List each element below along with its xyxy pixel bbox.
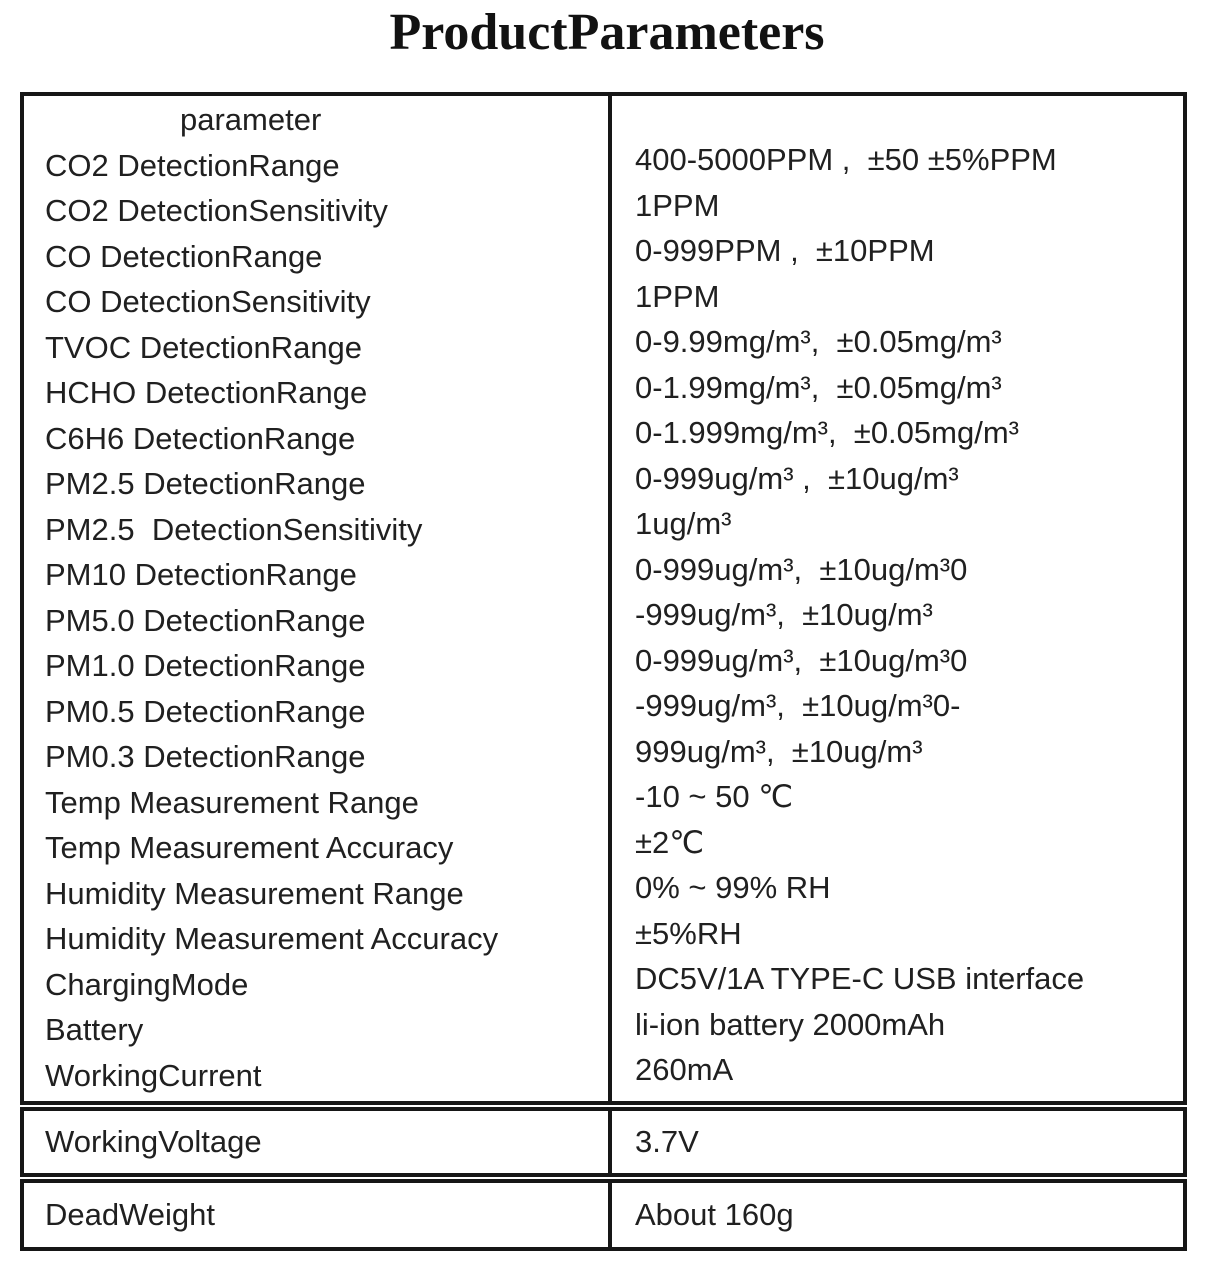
value-column xyxy=(608,96,1183,1101)
param-label: Humidity Measurement Accuracy xyxy=(45,921,499,956)
main-spec-section xyxy=(20,92,1187,1105)
working-voltage-value-cell xyxy=(608,1111,1183,1173)
value-text: ±5%RH xyxy=(635,915,742,951)
value-text: 0-999ug/m³, ±10ug/m³0 xyxy=(635,642,968,678)
param-label: Temp Measurement Range xyxy=(45,784,419,820)
param-label: PM0.5 DetectionRange xyxy=(45,693,366,729)
value-text: 999ug/m³, ±10ug/m³ xyxy=(635,733,923,769)
value-text: -999ug/m³, ±10ug/m³0- xyxy=(635,688,961,723)
working-voltage-param-cell xyxy=(24,1111,608,1173)
dead-weight-value: About 160g xyxy=(635,1197,794,1233)
value-text: 400-5000PPM , ±50 ±5%PPM xyxy=(635,142,1057,177)
value-text: 0% ~ 99% RH xyxy=(635,870,831,905)
value-text: 1PPM xyxy=(635,187,720,223)
value-text: 260mA xyxy=(635,1052,734,1087)
dead-weight-param-cell xyxy=(24,1183,608,1247)
param-label: Battery xyxy=(45,1012,144,1047)
page-title: ProductParameters xyxy=(389,4,825,61)
value-text: 0-999ug/m³, ±10ug/m³0 xyxy=(635,551,968,587)
value-text: 0-1.999mg/m³, ±0.05mg/m³ xyxy=(635,415,1019,450)
param-label: C6H6 DetectionRange xyxy=(45,420,356,456)
param-label: HCHO DetectionRange xyxy=(45,375,368,410)
param-label: PM5.0 DetectionRange xyxy=(45,602,366,638)
value-text: 0-9.99mg/m³, ±0.05mg/m³ xyxy=(635,324,1002,359)
param-lines xyxy=(45,143,608,1099)
dead-weight-row xyxy=(20,1179,1187,1251)
working-voltage-label: WorkingVoltage xyxy=(45,1124,262,1160)
param-label: PM2.5 DetectionRange xyxy=(45,466,366,501)
value-text: 0-1.99mg/m³, ±0.05mg/m³ xyxy=(635,369,1002,405)
spec-table xyxy=(20,92,1187,1253)
param-label: CO2 DetectionSensitivity xyxy=(45,193,388,228)
value-text: 0-999ug/m³ , ±10ug/m³ xyxy=(635,460,959,496)
value-text: DC5V/1A TYPE-C USB interface xyxy=(635,961,1085,996)
value-text: 1ug/m³ xyxy=(635,506,732,541)
value-text: 1PPM xyxy=(635,278,720,314)
param-label: CO DetectionSensitivity xyxy=(45,284,371,319)
dead-weight-value-cell xyxy=(608,1183,1183,1247)
param-label: ChargingMode xyxy=(45,966,249,1002)
value-text: -999ug/m³, ±10ug/m³ xyxy=(635,597,933,632)
value-text: li-ion battery 2000mAh xyxy=(635,1006,946,1042)
param-label: PM0.3 DetectionRange xyxy=(45,739,366,774)
param-label: PM10 DetectionRange xyxy=(45,557,357,592)
param-label: PM2.5 DetectionSensitivity xyxy=(45,511,423,547)
working-voltage-value: 3.7V xyxy=(635,1124,699,1160)
param-column xyxy=(24,96,608,1101)
param-label: TVOC DetectionRange xyxy=(45,329,363,365)
param-label: Humidity Measurement Range xyxy=(45,875,464,911)
param-label: Temp Measurement Accuracy xyxy=(45,830,454,865)
param-label: PM1.0 DetectionRange xyxy=(45,648,366,683)
working-voltage-row xyxy=(20,1107,1187,1177)
param-label: CO2 DetectionRange xyxy=(45,147,340,183)
param-column-header: parameter xyxy=(180,102,322,137)
value-text: -10 ~ 50 ℃ xyxy=(635,779,794,814)
value-lines xyxy=(635,137,1183,1093)
param-label: WorkingCurrent xyxy=(45,1057,262,1093)
value-text: ±2℃ xyxy=(635,824,705,860)
param-label: CO DetectionRange xyxy=(45,238,323,274)
value-text: 0-999PPM , ±10PPM xyxy=(635,233,935,268)
dead-weight-label: DeadWeight xyxy=(45,1197,216,1233)
